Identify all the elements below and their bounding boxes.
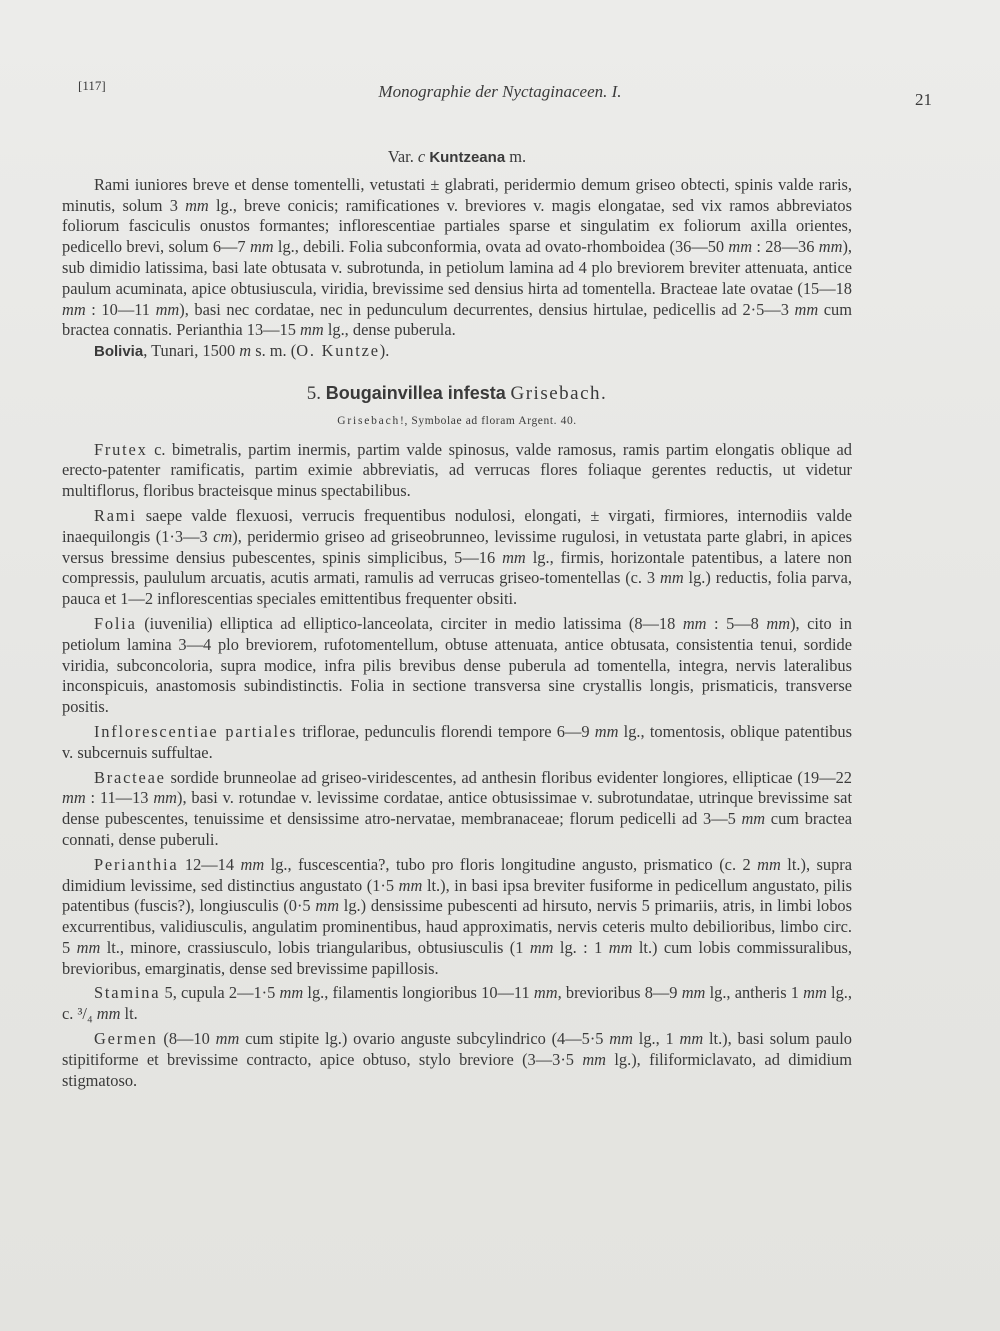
text-fragment: mm [62, 299, 86, 319]
text-fragment: , brevioribus 8—9 [557, 983, 682, 1003]
text-fragment: cm [213, 526, 233, 546]
text-fragment: saepe valde flexuosi, verrucis frequentibus nodulosi, elongati, ± virgati, firmiores, internodiis valde inaequilongis (1·3—3 [62, 505, 852, 546]
folia-paragraph [62, 614, 852, 718]
text-fragment: lg., antheris 1 [705, 983, 804, 1003]
text-fragment: ), peridermio griseo ad griseobrunneo, levissime rugulosi, in vetustata parte glabri, in apices versus bressime densius pubescentes, spinis simplicibus, 5—16 [62, 526, 852, 567]
text-fragment: mm [609, 1029, 633, 1049]
text-fragment: cum bractea connati, dense puberuli. [62, 809, 852, 849]
bracteae-paragraph [62, 768, 852, 851]
perianthia-paragraph [62, 855, 852, 980]
text-fragment: Bougainvillea infesta [325, 382, 506, 403]
text-fragment: lg.), filiformiclavato, ad dimidium stigmatoso. [62, 1049, 852, 1090]
germen-paragraph [62, 1029, 852, 1091]
text-fragment: lg., fuscescentia?, tubo pro floris longitudine angusto, prismatico (c. 2 [264, 854, 758, 874]
text-fragment: Rami [94, 505, 137, 525]
text-fragment: : 10—11 [85, 299, 156, 319]
stamina-paragraph [62, 983, 852, 1025]
text-fragment: lg., firmis, horizontale patentibus, a latere non compressis, paululum arcuatis, acutis armati, ramulis ad verrucas griseo-tomentellas (c. 3 [62, 547, 852, 588]
species-citation [62, 411, 852, 432]
text-fragment: Bolivia [94, 343, 144, 361]
text-fragment: mm [502, 547, 526, 567]
text-fragment: mm [240, 854, 265, 874]
text-fragment: lg., c. ³/₄ [62, 983, 852, 1024]
text-fragment: mm [818, 237, 843, 257]
text-fragment: ), basi v. rotundae v. levissime cordatae, antice obtusissimae v. subrotundatae, utrinque brevissime sat dense pubescentes, tenuissime et densissime atro-nervatae, membranaceae; florum pedicelli ad 3—5 [62, 788, 852, 829]
text-fragment: lg., filamentis longioribus 10—11 [303, 983, 534, 1003]
text-fragment: ), basi nec cordatae, nec in pedunculum decurrentes, densius hirtulae, pedicellis ad 2·5—3 [179, 299, 795, 319]
text-fragment: Germen [94, 1029, 158, 1049]
text-fragment: lg., debili. Folia subconformia, ovata ad ovato-rhomboidea (36—50 [273, 237, 729, 257]
text-fragment: Inflorescentiae partiales [94, 721, 298, 741]
locality [62, 341, 852, 363]
text-fragment: Frutex [94, 439, 148, 459]
text-fragment: Bracteae [94, 767, 166, 787]
text-fragment: cum bractea connatis. Perianthia 13—15 [62, 299, 852, 340]
variety-description [62, 175, 852, 341]
text-fragment: Folia [94, 613, 137, 633]
page-number: 21 [915, 90, 932, 109]
text-fragment: lt. [120, 1004, 138, 1024]
text-fragment: mm [96, 1004, 121, 1024]
text-fragment: mm [757, 854, 781, 874]
text-fragment: c. bimetralis, partim inermis, partim valde spinosus, valde ramosus, ramis partim elongatis oblique ad erecto-patenter ramificatis, partim eximie abbreviatis, ad verrucas flores foliaque gerentes reductis, ut videtur multiflorus, floribus bracteisque minus spectabilibus. [62, 439, 852, 501]
text-fragment: Perianthia [94, 854, 179, 874]
text-fragment: ), sub dimidio latissima, basi late obtusata v. subrotunda, in petiolum lamina ad 4 plo breviorem breviter attenuata, antice paulum acuminata, apice obtusiuscula, viridia, brevissime sed densius hirta ad tomentella. Bracteae late ovatae (15—18 [62, 237, 853, 298]
text-fragment: mm [76, 937, 101, 957]
text-fragment: 5. [306, 382, 321, 404]
text-fragment: mm [279, 983, 304, 1003]
text-fragment: lt.) cum lobis commissuralibus, brevioribus, emarginatis, dense sed brevissime papillosis. [62, 937, 852, 978]
text-fragment: O. Kuntze [296, 341, 380, 361]
text-fragment: mm [681, 983, 706, 1003]
text-fragment: mm [315, 896, 340, 916]
text-fragment: mm [155, 299, 180, 319]
text-fragment: Rami iuniores breve et dense tomentelli, vetustati ± glabrati, peridermio demum griseo obtecti, spinis valde raris, minutis, solum 3 [62, 174, 852, 215]
text-fragment: !, Symbolae ad floram Argent. 40. [400, 414, 577, 427]
text-fragment: mm [529, 937, 554, 957]
text-fragment: mm [741, 809, 766, 829]
text-fragment: mm [398, 875, 423, 895]
text-fragment: lt.), basi solum paulo stipitiforme et brevissime contracto, apice obtuso, stylo breviore (3—3·5 [62, 1029, 852, 1069]
text-fragment: mm [803, 983, 827, 1003]
text-fragment: : 28—36 [752, 237, 819, 257]
text-fragment: triflorae, pedunculis florendi tempore 6—9 [297, 721, 595, 741]
text-fragment: lt., minore, crassiusculo, lobis triangularibus, obtusiusculis (1 [100, 937, 530, 957]
text-fragment: mm [728, 237, 753, 257]
text-fragment: mm [682, 613, 707, 633]
frutex-paragraph [62, 440, 852, 502]
text-fragment: 5, cupula 2—1·5 [160, 983, 280, 1003]
inflorescentiae-paragraph [62, 722, 852, 764]
text-fragment: mm [582, 1049, 607, 1069]
text-fragment: Kuntzeana [429, 149, 506, 166]
text-fragment: (8—10 [157, 1029, 216, 1049]
text-fragment: mm [594, 721, 619, 741]
text-fragment: mm [533, 983, 558, 1003]
page-header [60, 78, 940, 108]
text-fragment: 12—14 [178, 854, 241, 874]
text-fragment: lg.) reductis, folia parva, pauca et 1—2 inflorescentias speciales emittentibus frequenter obsiti. [62, 568, 852, 609]
text-fragment: ), cito in petiolum lamina 3—4 plo breviorem, rufotomentellum, obtuse attenuata, antice obtusata, consistentia tenui, sordide viridia, subconcoloria, supra modice, infra pilis brevibus dense puberula ad tomentella, integra, nervis lateralibus inconspicuis, anastomosis subindistinctis. Folia in sectione transversa sine crystallis longis, prismaticis, transverse positis. [62, 613, 852, 717]
rami-paragraph [62, 506, 852, 610]
text-fragment: mm [249, 237, 274, 257]
text-fragment: : 5—8 [706, 613, 767, 633]
text-fragment: lt.), in basi ipsa breviter fusiforme in pedicellum angustato, pilis patentibus (fuscis?), longiusculis (0·5 [62, 875, 853, 916]
text-fragment: mm [794, 299, 819, 319]
text-fragment: mm [62, 788, 86, 808]
text-fragment: Grisebach. [510, 382, 608, 404]
text-fragment: mm [608, 937, 633, 957]
text-fragment: cum stipite lg.) ovario anguste subcylindrico (4—5·5 [239, 1029, 610, 1049]
main-text [62, 147, 852, 1091]
text-fragment: lg. : 1 [553, 937, 609, 957]
text-fragment: Grisebach [337, 414, 401, 427]
text-fragment: m. [505, 147, 527, 166]
running-title: Monographie der Nyctaginaceen. I. [378, 82, 622, 101]
text-fragment: , Tunari, 1500 [143, 341, 240, 361]
text-fragment: mm [766, 613, 791, 633]
text-fragment: mm [185, 195, 209, 215]
species-heading [62, 383, 852, 405]
text-fragment: lg., tomentosis, oblique patentibus v. subcernuis suffultae. [62, 721, 852, 762]
text-fragment: c [417, 147, 426, 166]
text-fragment: Var. [387, 147, 418, 166]
text-fragment: lt.), supra dimidium levissime, sed distinctius angustato (1·5 [62, 854, 852, 895]
text-fragment: mm [679, 1029, 704, 1049]
text-fragment: lg., 1 [632, 1029, 680, 1049]
text-fragment: mm [215, 1029, 240, 1049]
text-fragment: mm [659, 568, 684, 588]
text-fragment: lg., breve conicis; ramificationes v. breviores v. magis elongatae, sed vix ramos abbreviatos foliorum fasciculis onustos formantes; inflorescentiae partiales sparse et singulatim ex foliorum axilla orientes, pedicello brevi, solum 6—7 [62, 195, 852, 257]
text-fragment: m [239, 341, 252, 361]
text-fragment: : 11—13 [85, 788, 154, 808]
text-fragment: mm [300, 320, 324, 340]
text-fragment: (iuvenilia) elliptica ad elliptico-lanceolata, circiter in medio latissima (8—18 [136, 613, 683, 633]
text-fragment: s. m. ( [251, 341, 297, 361]
text-fragment: ). [379, 341, 390, 361]
variety-heading [62, 147, 852, 169]
page-reference: [117] [78, 78, 106, 93]
text-fragment: lg.) densissime pubescenti ad hirsuto, nervis 5 primariis, atris, in limbi lobos excurrentibus, validiusculis, angulatim prominentibus, haud approximatis, nervis ceteris multo debilioribus, limbo circ. 5 [62, 896, 852, 957]
text-fragment: sordide brunneolae ad griseo-viridescentes, ad anthesin floribus evidenter longiores, ellipticae (19—22 [165, 767, 852, 787]
text-fragment: mm [153, 788, 177, 808]
text-fragment: Stamina [94, 983, 161, 1003]
text-fragment: lg., dense puberula. [323, 320, 456, 340]
